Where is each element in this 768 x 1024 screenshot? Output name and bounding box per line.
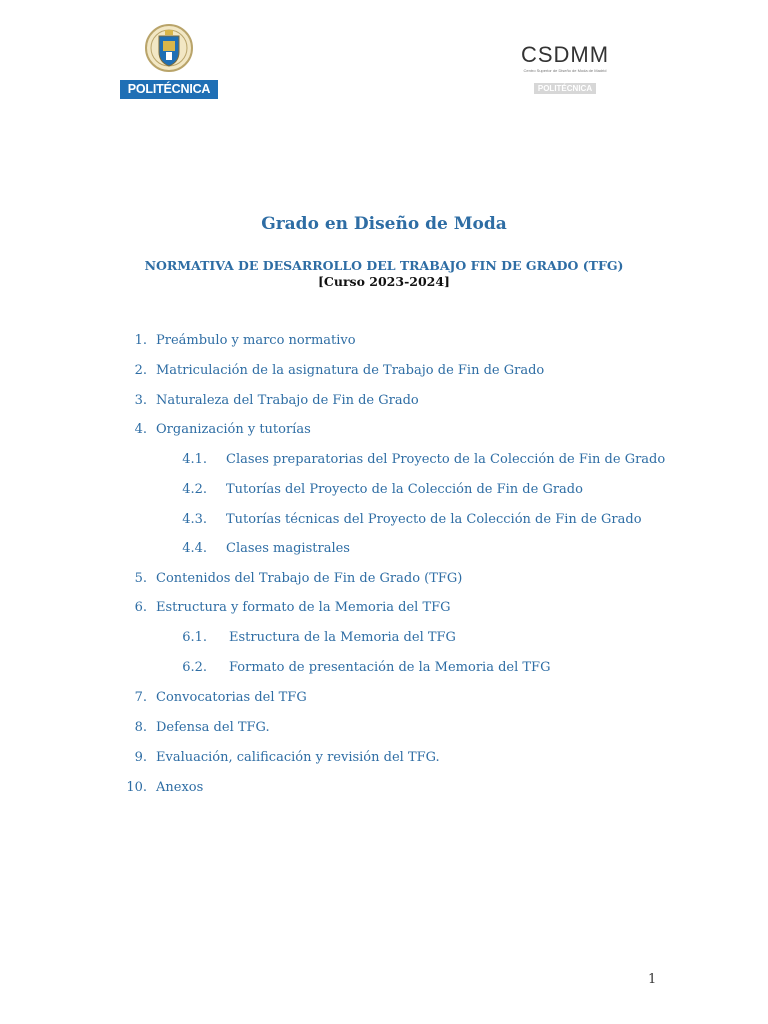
toc-subitem [182,660,551,676]
toc-number: 6.2. [182,660,207,675]
politecnica-wordmark: POLITÉCNICA [120,80,218,99]
toc-text: Estructura y formato de la Memoria del TFG [156,600,451,615]
toc-text: Formato de presentación de la Memoria del TFG [229,660,551,675]
toc-text: Evaluación, calificación y revisión del TFG. [156,750,440,765]
toc-item [134,690,307,706]
toc-item [134,422,311,438]
toc-text: Convocatorias del TFG [156,690,307,705]
toc-number: 4.1. [182,452,207,467]
toc-subitem [182,512,642,528]
csdmm-wordmark: CSDMM [520,42,610,67]
toc-item [134,333,356,349]
toc-number: 7. [134,690,147,705]
toc-number: 2. [134,363,147,378]
toc-text: Estructura de la Memoria del TFG [229,630,456,645]
toc-text: Preámbulo y marco normativo [156,333,356,348]
toc-text: Clases preparatorias del Proyecto de la Colección de Fin de Grado [226,452,666,467]
toc-number: 10. [126,780,147,795]
toc-item [126,780,204,796]
toc-number: 8. [134,720,147,735]
toc-text: Matriculación de la asignatura de Trabajo de Fin de Grado [156,363,545,378]
toc-item [134,720,270,736]
toc-text: Tutorías del Proyecto de la Colección de Fin de Grado [226,482,583,497]
toc-item [134,571,463,587]
toc-text: Tutorías técnicas del Proyecto de la Colección de Fin de Grado [226,512,642,527]
toc-text: Anexos [156,780,204,795]
toc-subitem [182,541,350,557]
toc-number: 5. [134,571,147,586]
toc-number: 6.1. [182,630,207,645]
toc-number: 4.3. [182,512,207,527]
toc-text: Naturaleza del Trabajo de Fin de Grado [156,393,419,408]
toc-text: Organización y tutorías [156,422,311,437]
toc-number: 3. [134,393,147,408]
page-number: 1 [648,972,657,987]
toc-subitem [182,482,583,498]
toc-item [134,750,440,766]
csdmm-logo [510,44,620,96]
document-subtitle: NORMATIVA DE DESARROLLO DEL TRABAJO FIN DE GRADO (TFG) [144,258,624,273]
csdmm-subtitle: Centro Superior de Diseño de Moda de Madrid [523,68,607,73]
toc-number: 4.2. [182,482,207,497]
toc-number: 4. [134,422,147,437]
toc-subitem [182,452,666,468]
university-seal-icon [144,22,194,78]
toc-number: 9. [134,750,147,765]
course-label: [Curso 2023-2024] [318,274,450,289]
toc-text: Contenidos del Trabajo de Fin de Grado (TFG) [156,571,463,586]
toc-item [134,600,451,616]
politecnica-badge: POLITÉCNICA [534,83,596,94]
toc-text: Clases magistrales [226,541,350,556]
toc-text: Defensa del TFG. [156,720,270,735]
toc-item [134,363,545,379]
toc-number: 1. [134,333,147,348]
toc-subitem [182,630,456,646]
document-title: Grado en Diseño de Moda [261,214,507,234]
toc-number: 4.4. [182,541,207,556]
toc-item [134,393,419,409]
upm-logo [120,22,218,98]
toc-number: 6. [134,600,147,615]
